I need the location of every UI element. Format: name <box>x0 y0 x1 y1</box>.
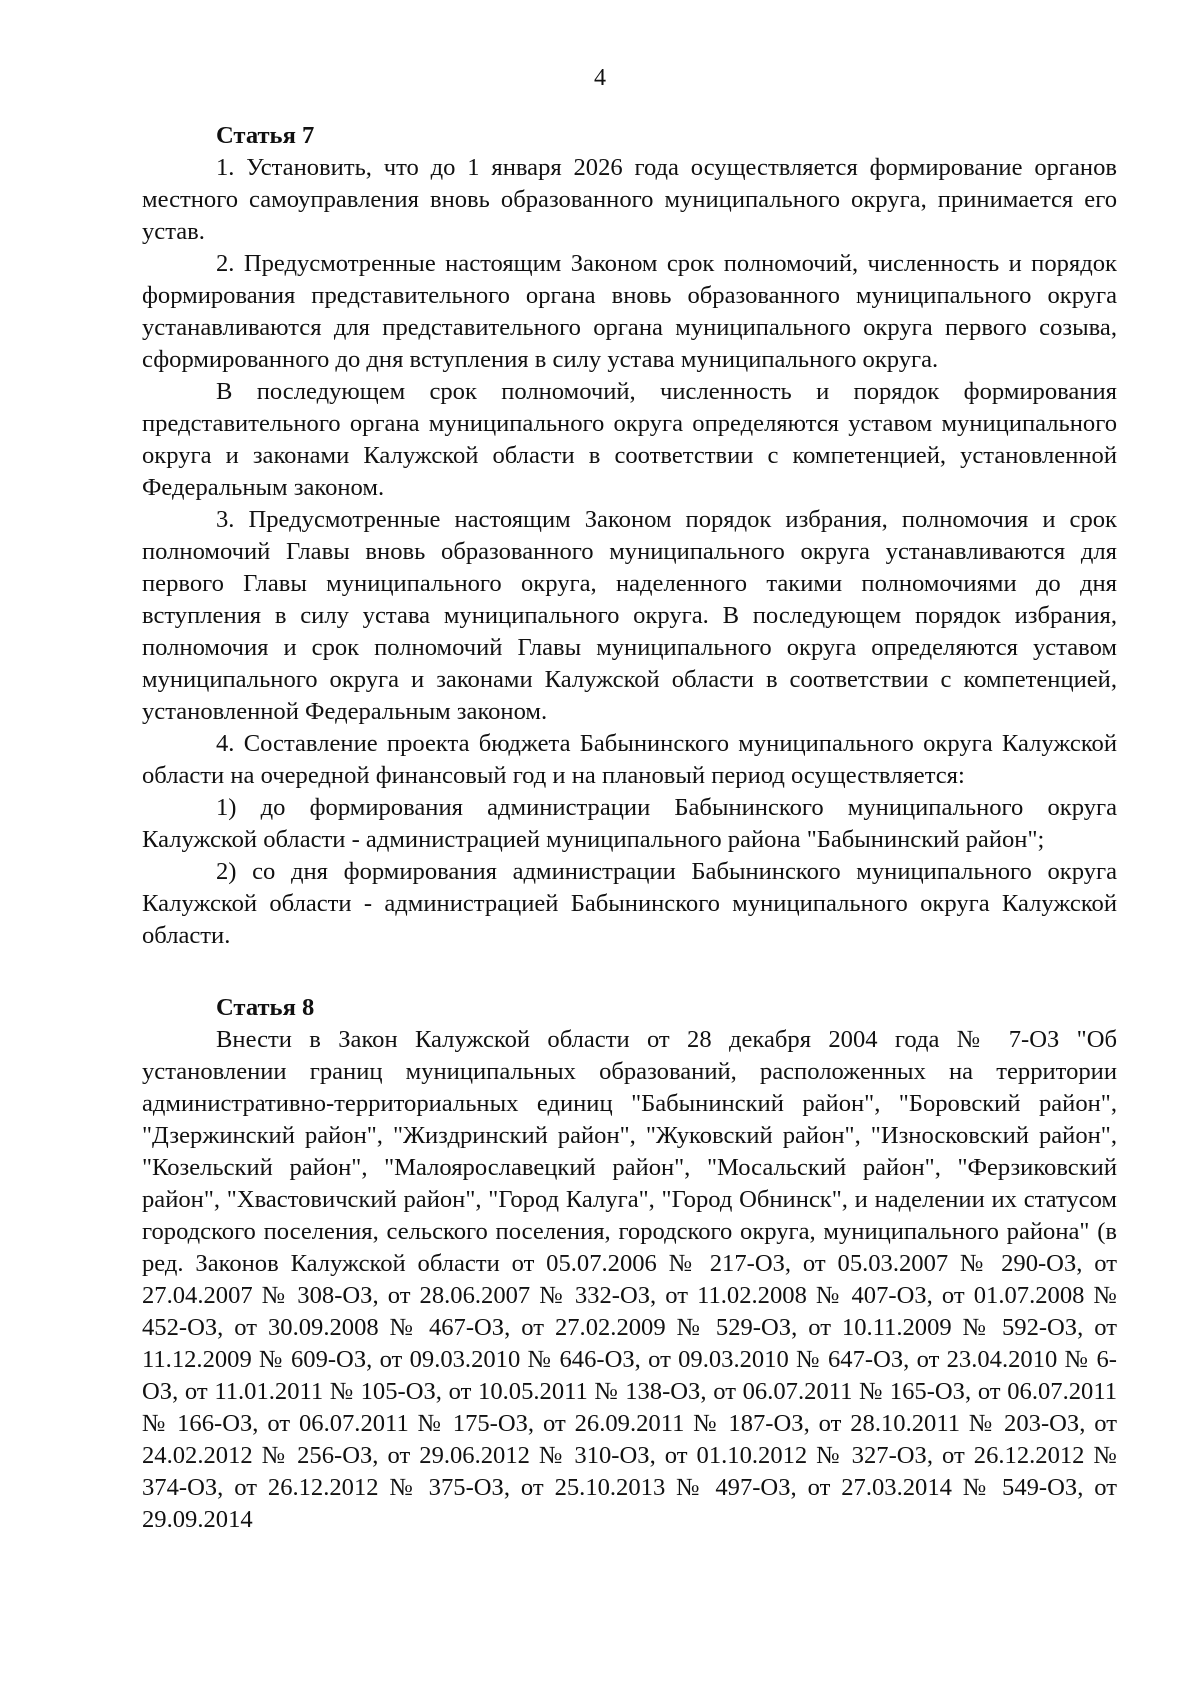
article-7-paragraph-4: 3. Предусмотренные настоящим Законом порядок избрания, полномочия и срок полномочий Главы вновь образованного муниципального округа устанавливаются для первого Главы муниципального округа, наделенного такими полномочиями до дня вступления в силу устава муниципального округа. В последующем порядок избрания, полномочия и срок полномочий Главы муниципального округа определяются уставом муниципального округа и законами Калужской области в соответствии с компетенцией, установленной Федеральным законом. <box>142 506 1117 725</box>
article-7-item-2: 2) со дня формирования администрации Бабынинского муниципального округа Калужской области - администрацией Бабынинского муниципального округа Калужской области. <box>142 858 1117 949</box>
document-body <box>142 120 1117 1536</box>
article-8-paragraph-1: Внести в Закон Калужской области от 28 декабря 2004 года № 7-ОЗ "Об установлении границ муниципальных образований, расположенных на территории административно-территориальных единиц "Бабынинский район", "Боровский район", "Дзержинский район", "Жиздринский район", "Жуковский район", "Износковский район", "Козельский район", "Малоярославецкий район", "Мосальский район", "Ферзиковский район", "Хвастовичский район", "Город Калуга", "Город Обнинск", и наделении их статусом городского поселения, сельского поселения, городского округа, муниципального района" (в ред. Законов Калужской области от 05.07.2006 № 217-ОЗ, от 05.03.2007 № 290-ОЗ, от 27.04.2007 № 308-ОЗ, от 28.06.2007 № 332-ОЗ, от 11.02.2008 № 407-ОЗ, от 01.07.2008 № 452-ОЗ, от 30.09.2008 № 467-ОЗ, от 27.02.2009 № 529-ОЗ, от 10.11.2009 № 592-ОЗ, от 11.12.2009 № 609-ОЗ, от 09.03.2010 № 646-ОЗ, от 09.03.2010 № 647-ОЗ, от 23.04.2010 № 6-ОЗ, от 11.01.2011 № 105-ОЗ, от 10.05.2011 № 138-ОЗ, от 06.07.2011 № 165-ОЗ, от 06.07.2011 № 166-ОЗ, от 06.07.2011 № 175-ОЗ, от 26.09.2011 № 187-ОЗ, от 28.10.2011 № 203-ОЗ, от 24.02.2012 № 256-ОЗ, от 29.06.2012 № 310-ОЗ, от 01.10.2012 № 327-ОЗ, от 26.12.2012 № 374-ОЗ, от 26.12.2012 № 375-ОЗ, от 25.10.2013 № 497-ОЗ, от 27.03.2014 № 549-ОЗ, от 29.09.2014 <box>142 1026 1117 1533</box>
article-7-title: Статья 7 <box>216 122 315 149</box>
article-7-paragraph-5: 4. Составление проекта бюджета Бабынинского муниципального округа Калужской области на очередной финансовый год и на плановый период осуществляется: <box>142 730 1117 789</box>
article-8 <box>142 992 1117 1536</box>
article-7-paragraph-1: 1. Установить, что до 1 января 2026 года осуществляется формирование органов местного самоуправления вновь образованного муниципального округа, принимается его устав. <box>142 154 1117 245</box>
article-8-title: Статья 8 <box>216 994 315 1021</box>
section-gap <box>142 952 1117 992</box>
article-7 <box>142 120 1117 952</box>
article-7-item-1: 1) до формирования администрации Бабынинского муниципального округа Калужской области - администрацией муниципального района "Бабынинский район"; <box>142 794 1117 853</box>
article-7-paragraph-2: 2. Предусмотренные настоящим Законом срок полномочий, численность и порядок формирования представительного органа вновь образованного муниципального округа устанавливаются для представительного органа муниципального округа первого созыва, сформированного до дня вступления в силу устава муниципального округа. <box>142 250 1117 373</box>
page-number: 4 <box>594 65 606 91</box>
article-7-paragraph-3: В последующем срок полномочий, численность и порядок формирования представительного органа муниципального округа определяются уставом муниципального округа и законами Калужской области в соответствии с компетенцией, установленной Федеральным законом. <box>142 378 1117 501</box>
